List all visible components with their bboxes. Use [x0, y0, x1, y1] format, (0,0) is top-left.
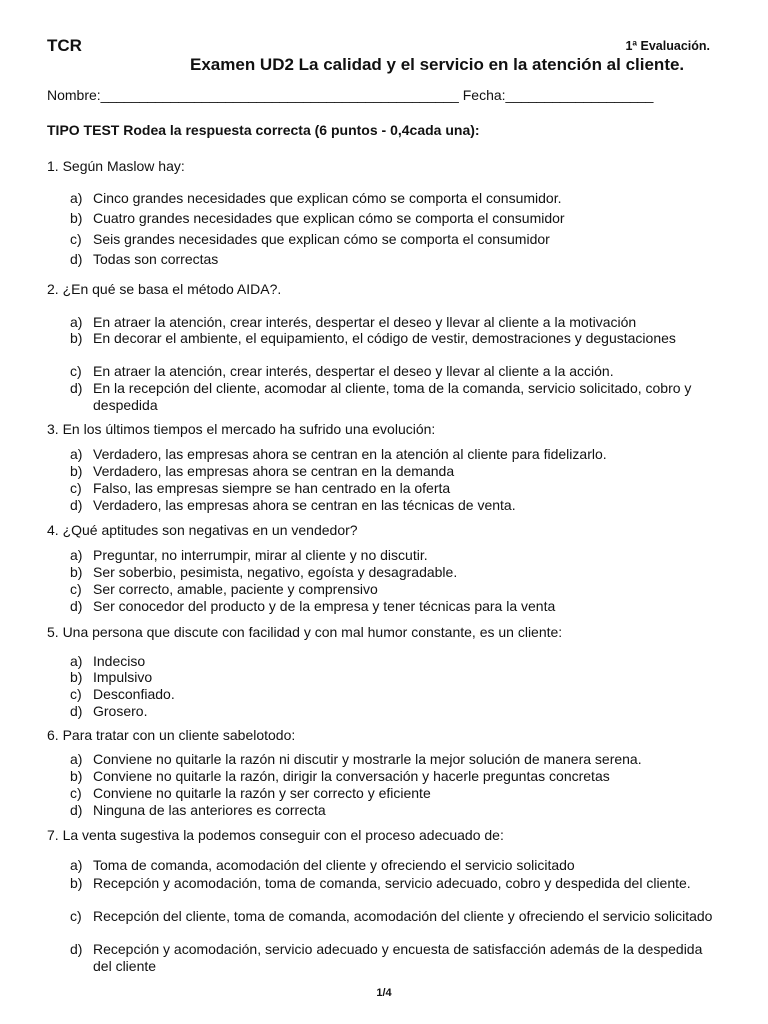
option-1d[interactable]: [70, 251, 720, 268]
option-4d[interactable]: [70, 598, 720, 615]
option-label: a): [70, 751, 83, 767]
question-5: 5. Una persona que discute con facilidad y con mal humor constante, es un cliente:: [47, 624, 563, 640]
option-7d[interactable]: [70, 941, 720, 974]
option-text: Conviene no quitarle la razón, dirigir la conversación y hacerle preguntas concretas: [93, 768, 610, 784]
option-text: En decorar el ambiente, el equipamiento, el código de vestir, demostraciones y degustaciones: [93, 330, 676, 346]
option-label: c): [70, 231, 82, 247]
option-6c[interactable]: [70, 785, 720, 802]
option-7b[interactable]: [70, 875, 720, 892]
option-4b[interactable]: [70, 564, 720, 581]
option-7a[interactable]: [70, 857, 720, 874]
option-label: b): [70, 463, 83, 479]
option-5b[interactable]: [70, 669, 720, 686]
option-text: Cinco grandes necesidades que explican cómo se comporta el consumidor.: [93, 190, 562, 206]
option-label: a): [70, 857, 83, 873]
option-label: b): [70, 768, 83, 784]
option-label: a): [70, 190, 83, 206]
option-4a[interactable]: [70, 547, 720, 564]
option-label: d): [70, 380, 83, 396]
option-2d[interactable]: [70, 380, 720, 413]
option-5c[interactable]: [70, 686, 720, 703]
option-text: Cuatro grandes necesidades que explican cómo se comporta el consumidor: [93, 210, 565, 226]
option-label: a): [70, 314, 83, 330]
option-text: Ser soberbio, pesimista, negativo, egoísta y desagradable.: [93, 564, 458, 580]
option-text: Preguntar, no interrumpir, mirar al cliente y no discutir.: [93, 547, 428, 563]
option-text: Ser conocedor del producto y de la empresa y tener técnicas para la venta: [93, 598, 556, 614]
option-text: Conviene no quitarle la razón ni discutir y mostrarle la mejor solución de manera serena.: [93, 751, 642, 767]
option-text: Seis grandes necesidades que explican cómo se comporta el consumidor: [93, 231, 550, 247]
question-1: 1. Según Maslow hay:: [47, 158, 185, 174]
option-1a[interactable]: [70, 190, 720, 207]
option-text: Conviene no quitarle la razón y ser correcto y eficiente: [93, 785, 431, 801]
option-label: a): [70, 446, 83, 462]
question-3: 3. En los últimos tiempos el mercado ha sufrido una evolución:: [47, 421, 436, 437]
name-date-fields: Nombre:______________________________________________ Fecha:___________________: [47, 87, 654, 103]
option-text: En atraer la atención, crear interés, despertar el deseo y llevar al cliente a la motivación: [93, 314, 637, 330]
question-2: 2. ¿En qué se basa el método AIDA?.: [47, 281, 282, 297]
option-label: d): [70, 251, 83, 267]
option-label: c): [70, 785, 82, 801]
option-2b[interactable]: [70, 330, 720, 347]
page-number: 1/4: [376, 987, 392, 999]
option-label: d): [70, 941, 83, 957]
option-6d[interactable]: [70, 802, 720, 819]
option-2c[interactable]: [70, 363, 720, 380]
option-3a[interactable]: [70, 446, 720, 463]
option-4c[interactable]: [70, 581, 720, 598]
option-label: c): [70, 363, 82, 379]
header-course: TCR: [47, 36, 82, 55]
exam-title: Examen UD2 La calidad y el servicio en la atención al cliente.: [190, 55, 685, 74]
option-6a[interactable]: [70, 751, 720, 768]
option-3c[interactable]: [70, 480, 720, 497]
option-label: a): [70, 653, 83, 669]
option-label: b): [70, 210, 83, 226]
option-label: b): [70, 669, 83, 685]
option-label: d): [70, 802, 83, 818]
option-text: Toma de comanda, acomodación del cliente y ofreciendo el servicio solicitado: [93, 857, 575, 873]
option-text: Indeciso: [93, 653, 146, 669]
option-text: Falso, las empresas siempre se han centrado en la oferta: [93, 480, 451, 496]
option-text: En la recepción del cliente, acomodar al cliente, toma de la comanda, servicio solicitado, cobro y despedida: [93, 380, 692, 413]
option-text: En atraer la atención, crear interés, despertar el deseo y llevar al cliente a la acción.: [93, 363, 614, 379]
question-7: 7. La venta sugestiva la podemos conseguir con el proceso adecuado de:: [47, 827, 504, 843]
option-text: Recepción del cliente, toma de comanda, acomodación del cliente y ofreciendo el servicio solicitado: [93, 908, 713, 924]
option-5a[interactable]: [70, 653, 720, 670]
option-text: Recepción y acomodación, servicio adecuado y encuesta de satisfacción además de la despedida del cliente: [93, 941, 703, 974]
option-5d[interactable]: [70, 703, 720, 720]
option-label: c): [70, 908, 82, 924]
option-text: Verdadero, las empresas ahora se centran en la atención al cliente para fidelizarlo.: [93, 446, 607, 462]
option-label: b): [70, 875, 83, 891]
option-text: Grosero.: [93, 703, 148, 719]
option-7c[interactable]: [70, 908, 720, 925]
option-label: d): [70, 598, 83, 614]
option-3d[interactable]: [70, 497, 720, 514]
header-evaluation: 1ª Evaluación.: [625, 39, 710, 53]
option-text: Todas son correctas: [93, 251, 219, 267]
option-3b[interactable]: [70, 463, 720, 480]
option-text: Verdadero, las empresas ahora se centran en las técnicas de venta.: [93, 497, 516, 513]
option-1b[interactable]: [70, 210, 720, 227]
question-6: 6. Para tratar con un cliente sabelotodo:: [47, 727, 296, 743]
option-text: Verdadero, las empresas ahora se centran en la demanda: [93, 463, 455, 479]
option-label: d): [70, 703, 83, 719]
option-text: Ser correcto, amable, paciente y comprensivo: [93, 581, 378, 597]
option-label: b): [70, 330, 83, 346]
option-text: Desconfiado.: [93, 686, 175, 702]
option-2a[interactable]: [70, 314, 720, 331]
option-label: d): [70, 497, 83, 513]
option-label: b): [70, 564, 83, 580]
option-text: Impulsivo: [93, 669, 153, 685]
option-6b[interactable]: [70, 768, 720, 785]
option-label: c): [70, 480, 82, 496]
option-label: c): [70, 686, 82, 702]
section-title: TIPO TEST Rodea la respuesta correcta (6 puntos - 0,4cada una):: [47, 122, 480, 138]
question-4: 4. ¿Qué aptitudes son negativas en un vendedor?: [47, 522, 358, 538]
option-label: a): [70, 547, 83, 563]
option-label: c): [70, 581, 82, 597]
option-1c[interactable]: [70, 231, 720, 248]
option-text: Recepción y acomodación, toma de comanda, servicio adecuado, cobro y despedida del cliente.: [93, 875, 691, 891]
option-text: Ninguna de las anteriores es correcta: [93, 802, 326, 818]
